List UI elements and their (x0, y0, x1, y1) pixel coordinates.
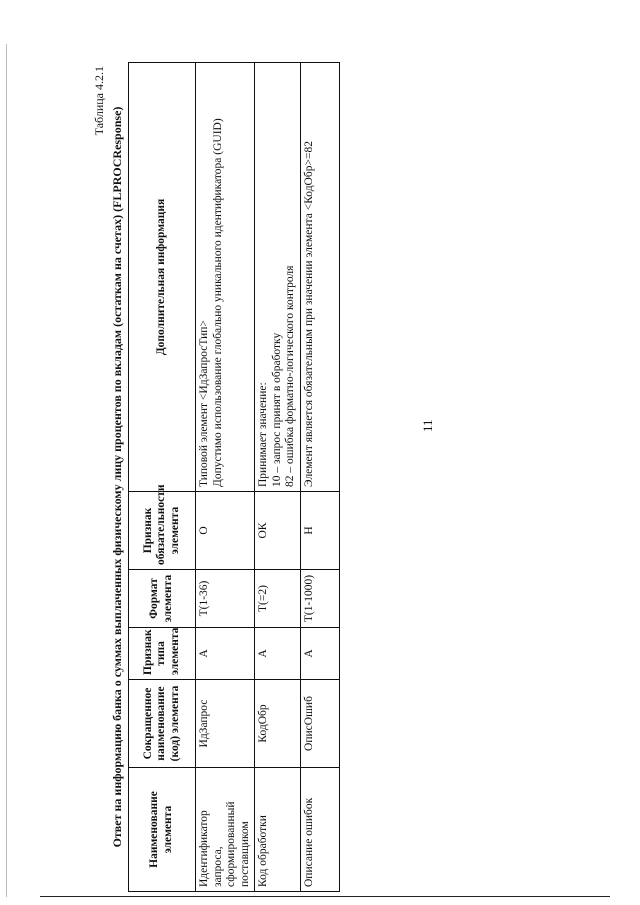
info-line: Типовой элемент <ИдЗапросТип> (198, 320, 210, 487)
element-table (128, 62, 340, 892)
cell-name: Идентификатор запроса, сформированный поставщиком (196, 768, 255, 892)
cell-info (196, 63, 255, 492)
cell-required: О (196, 492, 255, 570)
header-format: Формат элемента (129, 570, 196, 628)
cell-format: Т(=2) (255, 570, 301, 628)
cell-required: ОК (255, 492, 301, 570)
header-type: Признак типа элемента (129, 628, 196, 680)
cell-required: Н (300, 492, 339, 570)
scan-bottom-edge (40, 896, 610, 897)
cell-code: ИдЗапрос (196, 680, 255, 768)
scan-left-edge (6, 44, 7, 897)
info-line: Элемент является обязательным при значении элемента <КодОбр>=82 (302, 141, 315, 487)
cell-code: ОписОшиб (300, 680, 339, 768)
cell-code: КодОбр (255, 680, 301, 768)
rotated-content (92, 62, 315, 892)
table-caption: Таблица 4.2.1 (92, 66, 106, 136)
header-info: Дополнительная информация (129, 63, 196, 492)
cell-format: Т(1-1000) (300, 570, 339, 628)
info-line: 82 – ошибка форматно-логического контроля (284, 265, 297, 487)
table-row (300, 63, 339, 892)
table-row (255, 63, 301, 892)
cell-type: А (255, 628, 301, 680)
header-code: Сокращенное наименование (код) элемента (129, 680, 196, 768)
cell-name: Описание ошибок (300, 768, 339, 892)
table-row (196, 63, 255, 892)
info-line: Принимает значение: (257, 382, 270, 487)
header-required: Признак обязательности элемента (129, 492, 196, 570)
cell-type: А (196, 628, 255, 680)
info-line: 10 – запрос принят в обработку (270, 332, 283, 487)
header-row (129, 63, 196, 892)
cell-info (255, 63, 301, 492)
page-number: 11 (420, 419, 435, 432)
document-title: Ответ на информацию банка о суммах выплаченных физическому лицу процентов по вкладам (остаткам на счетах) (FLPROCResponse) (110, 106, 124, 848)
cell-info (300, 63, 339, 492)
header-name: Наименование элемента (129, 768, 196, 892)
cell-name: Код обработки (255, 768, 301, 892)
cell-format: Т(1-36) (196, 570, 255, 628)
info-line: Допустимо использование глобально уникального идентификатора (GUID) (211, 118, 224, 487)
cell-type: А (300, 628, 339, 680)
